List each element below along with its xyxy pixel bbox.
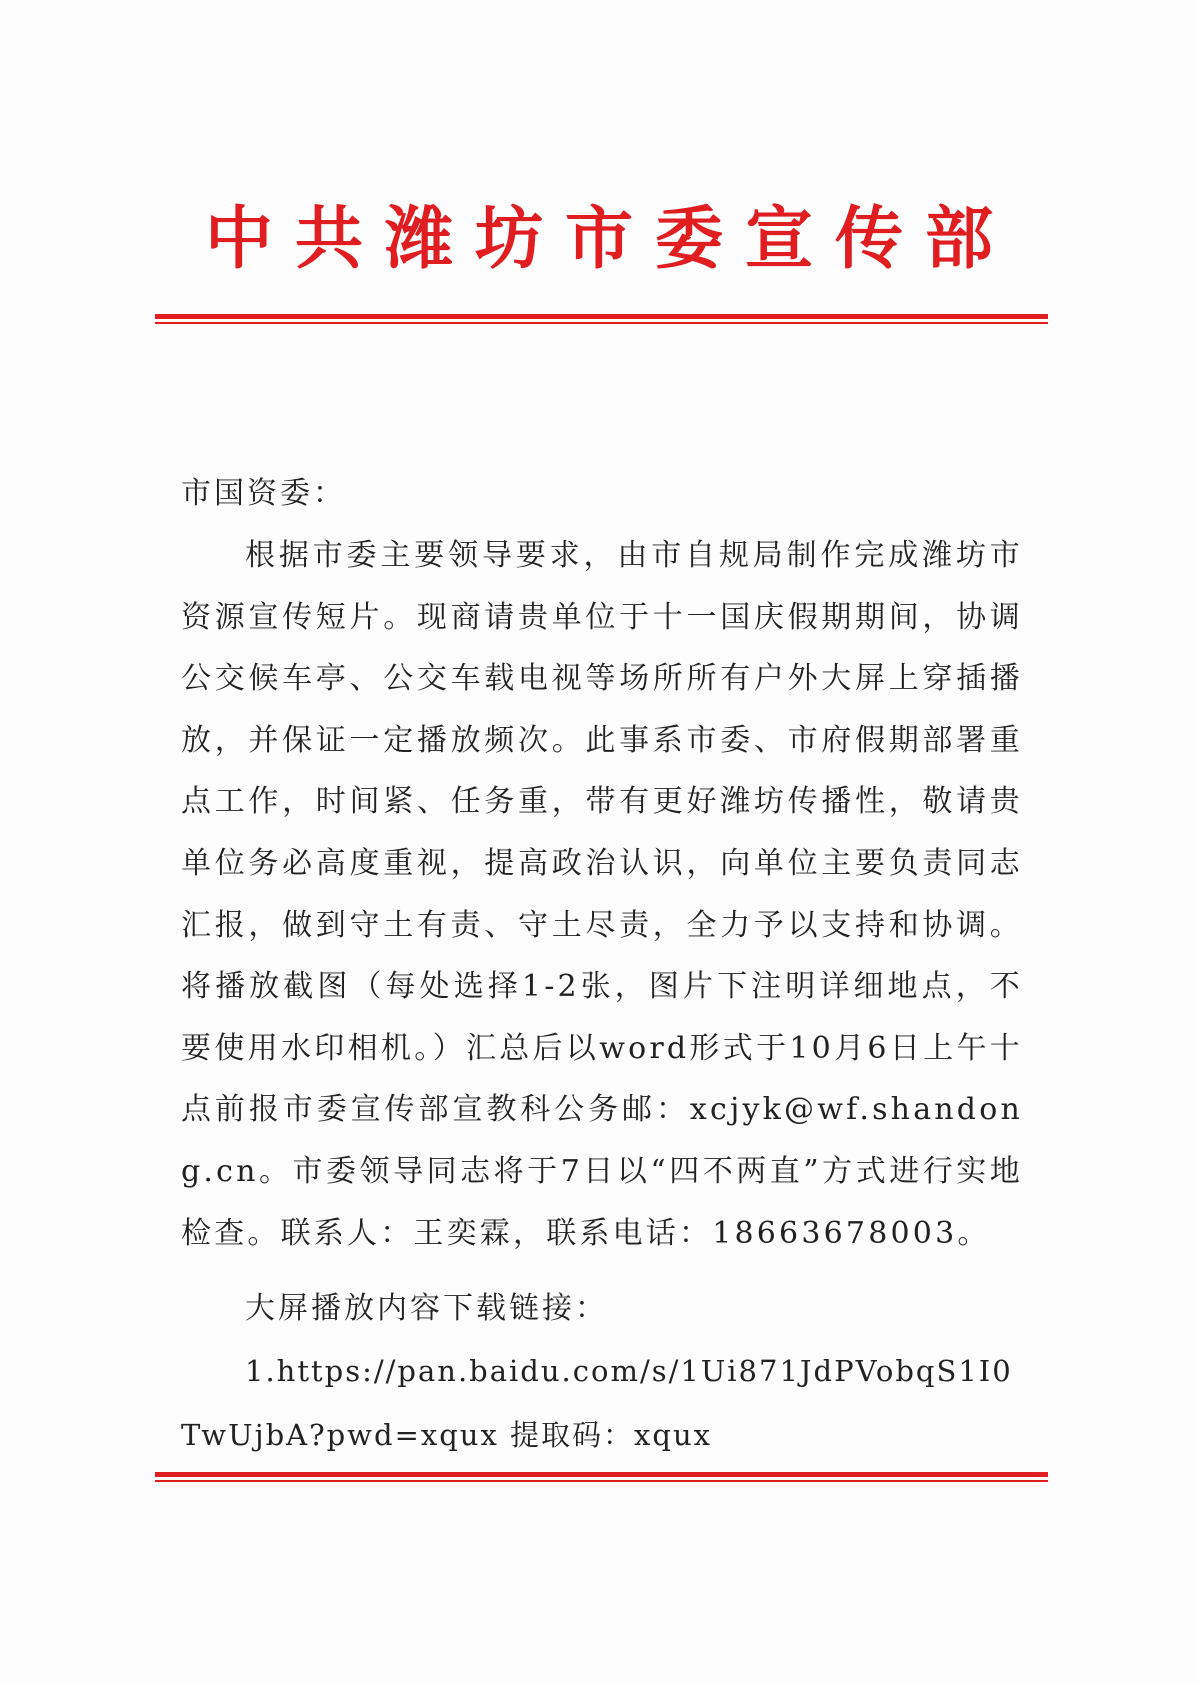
divider-thin-line bbox=[155, 1480, 1048, 1482]
links-heading: 大屏播放内容下载链接： bbox=[245, 1291, 608, 1326]
letter-body: 根据市委主要领导要求，由市自规局制作完成潍坊市资源宣传短片。现商请贵单位于十一国庆假期期间，协调公交候车亭、公交车载电视等场所所有户外大屏上穿插播放，并保证一定播放频次。此事系市委、市府假期部署重点工作，时间紧、任务重，带有更好潍坊传播性，敬请贵单位务必高度重视，提高政治认识，向单位主要负责同志汇报，做到守土有责、守土尽责，全力予以支持和协调。将播放截图（每处选择1-2张，图片下注明详细地点，不要使用水印相机。）汇总后以word形式于10月6日上午十点前报市委宣传部宣教科公务邮：xcjyk@wf.shandong.cn。市委领导同志将于7日以“四不两直”方式进行实地检查。联系人：王奕霖，联系电话：18663678003。 bbox=[181, 538, 1023, 1251]
footer-divider bbox=[155, 1472, 1048, 1482]
divider-thick-line bbox=[155, 314, 1048, 319]
download-link[interactable]: 1.https://pan.baidu.com/s/1Ui871JdPVobqS1I0TwUjbA?pwd=xqux 提取码：xqux bbox=[181, 1354, 1013, 1452]
salutation: 市国资委： bbox=[181, 476, 346, 511]
header-divider bbox=[155, 314, 1048, 324]
org-title: 中共潍坊市委宣传部 bbox=[204, 199, 1015, 279]
divider-thin-line bbox=[155, 322, 1048, 324]
divider-thick-line bbox=[155, 1472, 1048, 1477]
